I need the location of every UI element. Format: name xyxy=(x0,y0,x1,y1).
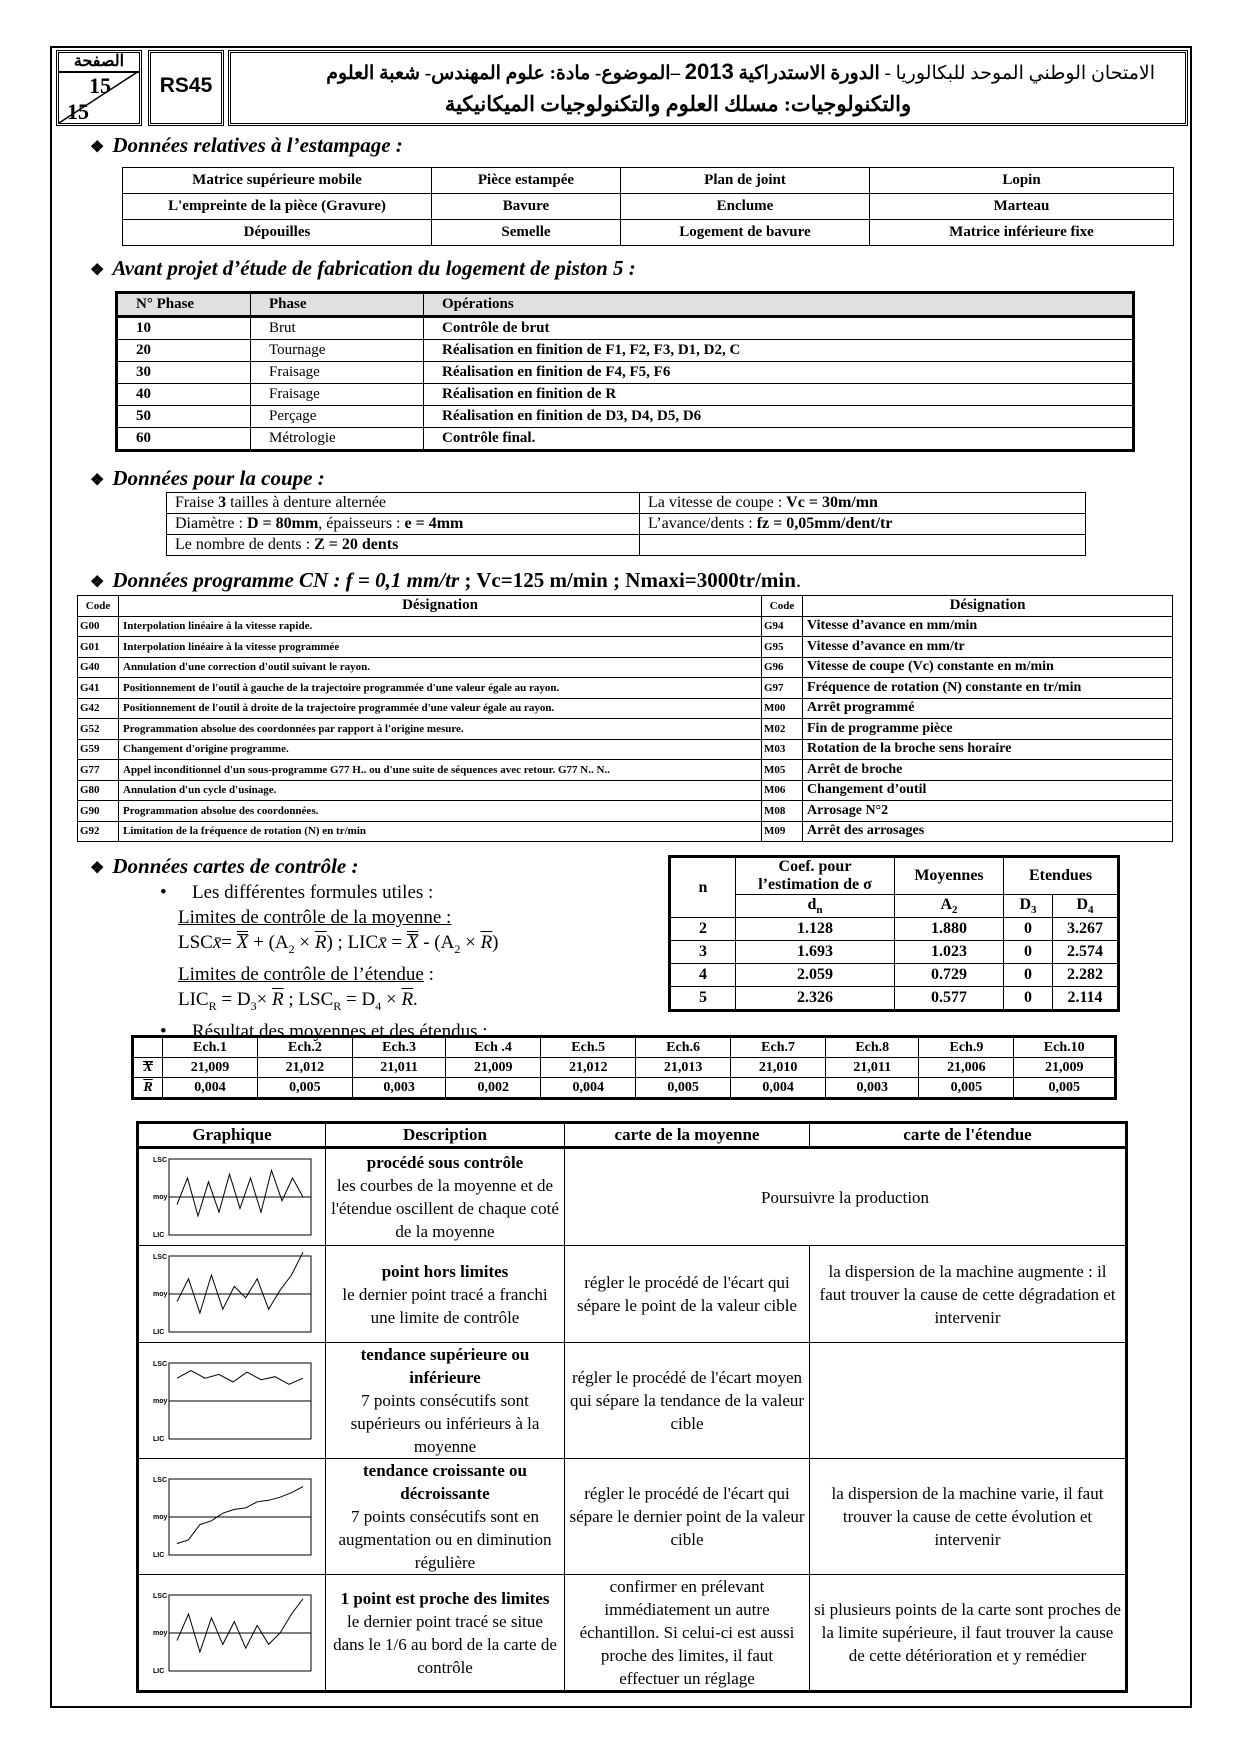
description-cell xyxy=(326,1575,565,1692)
table-cell: Changement d’outil xyxy=(803,780,1173,801)
table-cell: Fraisage xyxy=(251,362,424,384)
table-cell: Vitesse de coupe (Vc) constante en m/min xyxy=(803,657,1173,678)
table-row xyxy=(78,657,1173,678)
table-header-row xyxy=(78,596,1173,617)
table-cell: Vitesse d’avance en mm/min xyxy=(803,616,1173,637)
graph-cell xyxy=(138,1343,326,1459)
table-row xyxy=(133,1058,1116,1078)
range-action-cell: la dispersion de la machine varie, il faut trouver la cause de cette évolution et intervenir xyxy=(810,1459,1127,1575)
section-title-text: Données cartes de contrôle : xyxy=(112,854,359,878)
column-header: Désignation xyxy=(119,596,762,617)
table-row xyxy=(117,428,1134,451)
table-cell: 0,004 xyxy=(541,1078,636,1099)
table-cell: G40 xyxy=(78,657,119,678)
chart-series-line xyxy=(177,1252,303,1313)
column-header: Coef. pour l’estimation de σ xyxy=(736,857,895,895)
table-cell: 21,011 xyxy=(352,1058,445,1078)
column-header: N° Phase xyxy=(117,293,251,317)
chart-axis-label: LIC xyxy=(153,1667,165,1675)
table-cell: 0,002 xyxy=(446,1078,541,1099)
table-cell: Vitesse d’avance en mm/tr xyxy=(803,637,1173,658)
table-header-row xyxy=(670,857,1119,895)
table-cell: Fréquence de rotation (N) constante en tr/min xyxy=(803,678,1173,699)
header xyxy=(52,48,1190,128)
table-cell: Le nombre de dents : Z = 20 dents xyxy=(167,535,640,556)
list-item: • Résultat des moyennes et des étendus : xyxy=(160,1019,499,1044)
column-header: Code xyxy=(78,596,119,617)
chart-axis-label: moy xyxy=(153,1397,168,1405)
range-action-cell xyxy=(810,1343,1127,1459)
section-title-text: Données relatives à l’estampage : xyxy=(112,133,403,157)
table-cell: G94 xyxy=(762,616,803,637)
column-header-dn: $d_n$ xyxy=(736,895,895,918)
table-cell: Matrice inférieure fixe xyxy=(870,220,1174,246)
column-header-d4: $D_4$ xyxy=(1053,895,1119,918)
title-subject: علوم المهندس- شعبة العلوم xyxy=(326,63,545,84)
table-cell: Appel inconditionnel d'un sous-programme G77 H.. ou d'une suite de séquences avec retour. G77 N.. N.. xyxy=(119,760,762,781)
table-row xyxy=(78,760,1173,781)
chart-series-line xyxy=(177,1598,303,1651)
table-cell: Contrôle de brut xyxy=(424,317,1134,340)
chart-axis-label: LIC xyxy=(153,1551,165,1559)
column-header: Ech.10 xyxy=(1014,1037,1116,1058)
title-line2: والتكنولوجيات: مسلك العلوم والتكنولوجيات الميكانيكية xyxy=(444,92,912,116)
table-cell: G96 xyxy=(762,657,803,678)
column-header: Ech .4 xyxy=(446,1037,541,1058)
table-row xyxy=(167,535,1086,556)
section-title-text: Données programme CN : f = 0,1 mm/tr xyxy=(112,568,460,592)
mean-action-cell: confirmer en prélevant immédiatement un autre échantillon. Si celui-ci est aussi proche des limites, il faut effectuer un réglage xyxy=(565,1575,810,1692)
table-cell: 0,004 xyxy=(163,1078,258,1099)
formula-mean-limits: LSCx̄= $X + (A_2 \times \overline{R})$ ; LICx̄ = $X - (A_2 \times \overline{R})$ xyxy=(178,932,499,956)
table-cell: 21,009 xyxy=(446,1058,541,1078)
table-cell: 0 xyxy=(1004,918,1053,941)
table-cell: 0,004 xyxy=(731,1078,826,1099)
table-cell: La vitesse de coupe : Vc = 30m/mn xyxy=(640,493,1086,514)
chart-axis-label: LSC xyxy=(153,1254,167,1261)
table-row xyxy=(78,801,1173,822)
column-header-d3: $D_3$ xyxy=(1004,895,1053,918)
column-header: Ech.8 xyxy=(826,1037,919,1058)
range-action-cell: la dispersion de la machine augmente : il faut trouver la cause de cette dégradation et intervenir xyxy=(810,1246,1127,1343)
graph-cell xyxy=(138,1246,326,1343)
table-row xyxy=(117,384,1134,406)
title-session: الدورة الاستدراكية xyxy=(738,63,880,84)
table-cell: Programmation absolue des coordonnées par rapport à l'origine mesure. xyxy=(119,719,762,740)
section-title-text: Données pour la coupe : xyxy=(112,466,325,490)
table-cell: Interpolation linéaire à la vitesse programmée xyxy=(119,637,762,658)
section-title-dot: . xyxy=(795,568,802,592)
table-cell: G59 xyxy=(78,739,119,760)
table-cell: 20 xyxy=(117,340,251,362)
samples-table xyxy=(131,1035,1117,1100)
table-cell: Fraise 3 tailles à denture alternée xyxy=(167,493,640,514)
description-title: procédé sous contrôle xyxy=(366,1153,524,1172)
action-cell: Poursuivre la production xyxy=(565,1148,1127,1246)
section-title-rest: ; Vc=125 m/min ; Nmaxi=3000tr/min xyxy=(459,568,796,592)
table-cell: L’avance/dents : fz = 0,05mm/dent/tr xyxy=(640,514,1086,535)
table-cell: 40 xyxy=(117,384,251,406)
section-cartes-title xyxy=(90,854,358,879)
table-row xyxy=(117,406,1134,428)
section-cn-title xyxy=(90,568,801,593)
table-cell: M09 xyxy=(762,821,803,842)
chart-axis-label: moy xyxy=(153,1629,168,1637)
table-cell: 21,009 xyxy=(163,1058,258,1078)
table-cell: 0,003 xyxy=(352,1078,445,1099)
chart-axis-label: LIC xyxy=(153,1232,165,1239)
table-cell: Annulation d'un cycle d'usinage. xyxy=(119,780,762,801)
table-cell: Arrêt programmé xyxy=(803,698,1173,719)
diamond-bullet-icon: ❖ xyxy=(90,574,105,591)
table-cell: 60 xyxy=(117,428,251,451)
table-cell: G41 xyxy=(78,678,119,699)
chart-axis-label: LIC xyxy=(153,1329,165,1336)
table-row xyxy=(78,739,1173,760)
table-row xyxy=(138,1148,1127,1246)
description-cell xyxy=(326,1148,565,1246)
formulas-block xyxy=(160,880,499,1044)
table-cell: Contrôle final. xyxy=(424,428,1134,451)
table-cell: L'empreinte de la pièce (Gravure) xyxy=(123,194,432,220)
table-row xyxy=(138,1246,1127,1343)
list-item: • Les différentes formules utiles : xyxy=(160,880,499,905)
column-header: carte de l'étendue xyxy=(810,1123,1127,1148)
table-cell: 0,003 xyxy=(826,1078,919,1099)
description-title: point hors limites xyxy=(381,1261,509,1281)
table-row xyxy=(138,1575,1127,1692)
table-cell: M03 xyxy=(762,739,803,760)
table-cell: 21,012 xyxy=(257,1058,352,1078)
column-header: Ech.6 xyxy=(636,1037,731,1058)
description-text: le dernier point tracé a franchi une limite de contrôle xyxy=(342,1284,548,1327)
section-estampage-title xyxy=(90,133,403,158)
table-cell: Plan de joint xyxy=(621,168,870,194)
description-text: le dernier point tracé se situe dans le 1/6 au bord de la carte de contrôle xyxy=(333,1611,557,1677)
table-cell: G42 xyxy=(78,698,119,719)
description-title: tendance croissante ou décroissante xyxy=(362,1461,527,1503)
table-row xyxy=(138,1343,1127,1459)
page-number: 15 xyxy=(89,73,111,98)
description-title: tendance supérieure ou inférieure xyxy=(360,1345,530,1387)
table-cell: G00 xyxy=(78,616,119,637)
table-cell: Programmation absolue des coordonnées. xyxy=(119,801,762,822)
chart-series-line xyxy=(177,1486,303,1543)
table-cell: Annulation d'une correction d'outil suivant le rayon. xyxy=(119,657,762,678)
table-cell: 21,010 xyxy=(731,1058,826,1078)
control-chart-tendance-superieure xyxy=(139,1353,323,1449)
table-header-row xyxy=(133,1037,1116,1058)
table-cell: Perçage xyxy=(251,406,424,428)
table-cell: 2.574 xyxy=(1053,941,1119,964)
table-cell: 1.128 xyxy=(736,918,895,941)
row-label-r: $\overline{R}$ xyxy=(133,1078,163,1099)
formula-range-limits: $LIC_R = D_3\times \overline{R}$ ; $LSC_R = D_4 \times \overline{R}$. xyxy=(178,988,418,1013)
table-cell: Bavure xyxy=(432,194,621,220)
table-cell: Pièce estampée xyxy=(432,168,621,194)
phases-table xyxy=(115,291,1135,452)
control-chart-tendance-croissante xyxy=(139,1469,323,1565)
table-cell: G80 xyxy=(78,780,119,801)
control-chart-sous-controle xyxy=(139,1149,323,1245)
chart-axis-label: LSC xyxy=(153,1476,167,1484)
table-row xyxy=(670,987,1119,1011)
table-cell: Positionnement de l'outil à droite de la trajectoire programmée d'une valeur égale au rayon. xyxy=(119,698,762,719)
table-cell xyxy=(640,535,1086,556)
diamond-bullet-icon: ❖ xyxy=(90,860,105,877)
table-cell: Lopin xyxy=(870,168,1174,194)
column-header: n xyxy=(670,857,736,918)
table-row xyxy=(117,340,1134,362)
description-cell xyxy=(326,1343,565,1459)
table-header-row xyxy=(138,1123,1127,1148)
mean-action-cell: régler le procédé de l'écart qui sépare le dernier point de la valeur cible xyxy=(565,1459,810,1575)
table-cell: Brut xyxy=(251,317,424,340)
title-year: 2013 xyxy=(684,59,734,84)
table-row xyxy=(670,964,1119,987)
chart-series-line xyxy=(177,1370,303,1384)
table-row xyxy=(670,918,1119,941)
column-header: Etendues xyxy=(1004,857,1119,895)
table-cell: M05 xyxy=(762,760,803,781)
table-cell: Logement de bavure xyxy=(621,220,870,246)
section-coupe-title xyxy=(90,466,325,491)
table-row xyxy=(133,1078,1116,1099)
table-cell: Arrosage N°2 xyxy=(803,801,1173,822)
chart-series-line xyxy=(177,1170,303,1216)
table-cell: 2.114 xyxy=(1053,987,1119,1011)
table-cell: 0.577 xyxy=(895,987,1004,1011)
table-row xyxy=(123,194,1174,220)
table-cell: 1.023 xyxy=(895,941,1004,964)
table-row xyxy=(123,168,1174,194)
table-cell: 4 xyxy=(670,964,736,987)
table-cell: 21,009 xyxy=(1014,1058,1116,1078)
table-cell: 10 xyxy=(117,317,251,340)
table-row xyxy=(123,220,1174,246)
table-cell: G95 xyxy=(762,637,803,658)
page-label: الصفحة xyxy=(59,53,139,73)
table-cell: Tournage xyxy=(251,340,424,362)
table-cell: G92 xyxy=(78,821,119,842)
table-row xyxy=(167,514,1086,535)
table-cell: M02 xyxy=(762,719,803,740)
table-cell: 0 xyxy=(1004,964,1053,987)
table-cell: 21,011 xyxy=(826,1058,919,1078)
column-header: Ech.1 xyxy=(163,1037,258,1058)
graph-cell xyxy=(138,1575,326,1692)
chart-axis-label: LIC xyxy=(153,1435,165,1443)
description-text: 7 points consécutifs sont supérieurs ou inférieurs à la moyenne xyxy=(350,1391,540,1456)
table-cell: 3.267 xyxy=(1053,918,1119,941)
chart-axis-label: LSC xyxy=(153,1360,167,1368)
table-row xyxy=(117,317,1134,340)
control-chart-interpretation-table xyxy=(136,1121,1128,1693)
chart-axis-label: moy xyxy=(153,1513,168,1521)
diamond-bullet-icon: ❖ xyxy=(90,139,105,156)
column-header: Moyennes xyxy=(895,857,1004,895)
title-part2: –الموضوع- مادة: xyxy=(549,63,681,84)
column-header: Phase xyxy=(251,293,424,317)
table-cell: Rotation de la broche sens horaire xyxy=(803,739,1173,760)
table-cell: Limitation de la fréquence de rotation (N) en tr/min xyxy=(119,821,762,842)
section-title-text: Avant projet d’étude de fabrication du logement de piston 5 : xyxy=(112,256,636,280)
table-cell: Réalisation en finition de R xyxy=(424,384,1134,406)
diamond-bullet-icon: ❖ xyxy=(90,262,105,279)
table-cell: Fin de programme pièce xyxy=(803,719,1173,740)
chart-axis-label: moy xyxy=(153,1194,168,1201)
column-header: Désignation xyxy=(803,596,1173,617)
table-cell: 0,005 xyxy=(636,1078,731,1099)
column-header: Description xyxy=(326,1123,565,1148)
table-cell: Réalisation en finition de F1, F2, F3, D1, D2, C xyxy=(424,340,1134,362)
table-cell: 2.282 xyxy=(1053,964,1119,987)
table-cell: G01 xyxy=(78,637,119,658)
mean-action-cell: régler le procédé de l'écart moyen qui sépare la tendance de la valeur cible xyxy=(565,1343,810,1459)
chart-axis-label: LSC xyxy=(153,1157,167,1164)
cn-codes-table xyxy=(77,595,1173,842)
estampage-table xyxy=(122,167,1174,246)
column-header: Ech.7 xyxy=(731,1037,826,1058)
column-header: Ech.3 xyxy=(352,1037,445,1058)
table-row xyxy=(167,493,1086,514)
corner-cell xyxy=(133,1037,163,1058)
column-header: Ech.2 xyxy=(257,1037,352,1058)
description-text: les courbes de la moyenne et de l'étendue oscillent de chaque coté de la moyenne xyxy=(331,1176,559,1241)
table-cell: Matrice supérieure mobile xyxy=(123,168,432,194)
table-cell: 0 xyxy=(1004,941,1053,964)
table-cell: 1.880 xyxy=(895,918,1004,941)
section-phases-title xyxy=(90,256,636,281)
column-header: carte de la moyenne xyxy=(565,1123,810,1148)
table-row xyxy=(78,780,1173,801)
table-row xyxy=(78,637,1173,658)
table-cell: Réalisation en finition de D3, D4, D5, D6 xyxy=(424,406,1134,428)
limits-mean-label: Limites de contrôle de la moyenne : xyxy=(178,907,452,928)
table-cell: 0.729 xyxy=(895,964,1004,987)
table-cell: Enclume xyxy=(621,194,870,220)
column-header: Code xyxy=(762,596,803,617)
table-cell: 21,012 xyxy=(541,1058,636,1078)
table-cell: 0,005 xyxy=(257,1078,352,1099)
table-cell: M08 xyxy=(762,801,803,822)
chart-axis-label: LSC xyxy=(153,1592,167,1600)
table-cell: G52 xyxy=(78,719,119,740)
mean-action-cell: régler le procédé de l'écart qui sépare le point de la valeur cible xyxy=(565,1246,810,1343)
table-row xyxy=(78,719,1173,740)
table-cell: 3 xyxy=(670,941,736,964)
table-row xyxy=(670,941,1119,964)
column-header-a2: $A_2$ xyxy=(895,895,1004,918)
table-cell: Métrologie xyxy=(251,428,424,451)
table-cell: 0,005 xyxy=(1014,1078,1116,1099)
table-row xyxy=(78,821,1173,842)
table-cell: G77 xyxy=(78,760,119,781)
table-cell: G97 xyxy=(762,678,803,699)
table-cell: Interpolation linéaire à la vitesse rapide. xyxy=(119,616,762,637)
table-row xyxy=(78,616,1173,637)
table-cell: 5 xyxy=(670,987,736,1011)
table-cell: Semelle xyxy=(432,220,621,246)
table-cell: 2.326 xyxy=(736,987,895,1011)
table-cell: 2.059 xyxy=(736,964,895,987)
coefficients-table xyxy=(668,855,1120,1012)
graph-cell xyxy=(138,1459,326,1575)
table-row xyxy=(138,1459,1127,1575)
table-row xyxy=(78,678,1173,699)
exam-title xyxy=(228,50,1188,126)
range-action-cell: si plusieurs points de la carte sont proches de la limite supérieure, il faut trouver la cause de cette détérioration et y remédier xyxy=(810,1575,1127,1692)
table-cell: Changement d'origine programme. xyxy=(119,739,762,760)
table-cell: 1.693 xyxy=(736,941,895,964)
graph-cell xyxy=(138,1148,326,1246)
table-cell: 21,006 xyxy=(919,1058,1014,1078)
column-header: Opérations xyxy=(424,293,1134,317)
table-row xyxy=(117,362,1134,384)
description-title: 1 point est proche des limites xyxy=(340,1588,550,1608)
table-cell: 0,005 xyxy=(919,1078,1014,1099)
table-cell: 50 xyxy=(117,406,251,428)
description-cell xyxy=(326,1459,565,1575)
table-cell: M00 xyxy=(762,698,803,719)
table-cell: Fraisage xyxy=(251,384,424,406)
table-row xyxy=(78,698,1173,719)
table-cell: M06 xyxy=(762,780,803,801)
table-cell: 0 xyxy=(1004,987,1053,1011)
control-chart-hors-limites xyxy=(139,1246,323,1342)
table-cell: 30 xyxy=(117,362,251,384)
column-header: Ech.5 xyxy=(541,1037,636,1058)
limits-range-label: Limites de contrôle de l’étendue : xyxy=(178,963,434,985)
table-cell: Marteau xyxy=(870,194,1174,220)
table-header-row xyxy=(117,293,1134,317)
row-label-xbar: X xyxy=(133,1058,163,1078)
table-cell: Diamètre : D = 80mm, épaisseurs : e = 4mm xyxy=(167,514,640,535)
exam-code: RS45 xyxy=(148,50,224,126)
diamond-bullet-icon: ❖ xyxy=(90,472,105,489)
table-cell: 2 xyxy=(670,918,736,941)
table-cell: Arrêt de broche xyxy=(803,760,1173,781)
column-header: Ech.9 xyxy=(919,1037,1014,1058)
title-part1: الامتحان الوطني الموحد للبكالوريا - xyxy=(884,63,1155,84)
description-cell xyxy=(326,1246,565,1343)
page-total: 15 xyxy=(67,99,89,124)
coupe-table xyxy=(166,492,1086,556)
table-cell: G90 xyxy=(78,801,119,822)
chart-axis-label: moy xyxy=(153,1291,168,1298)
table-cell: 21,013 xyxy=(636,1058,731,1078)
page-number-box xyxy=(56,50,142,126)
description-text: 7 points consécutifs sont en augmentation ou en diminution régulière xyxy=(338,1507,552,1572)
table-cell: Dépouilles xyxy=(123,220,432,246)
table-header-row xyxy=(670,895,1119,918)
column-header: Graphique xyxy=(138,1123,326,1148)
table-cell: Arrêt des arrosages xyxy=(803,821,1173,842)
table-cell: Réalisation en finition de F4, F5, F6 xyxy=(424,362,1134,384)
table-cell: Positionnement de l'outil à gauche de la trajectoire programmée d'une valeur égale au rayon. xyxy=(119,678,762,699)
control-chart-proche-limites xyxy=(139,1585,323,1681)
